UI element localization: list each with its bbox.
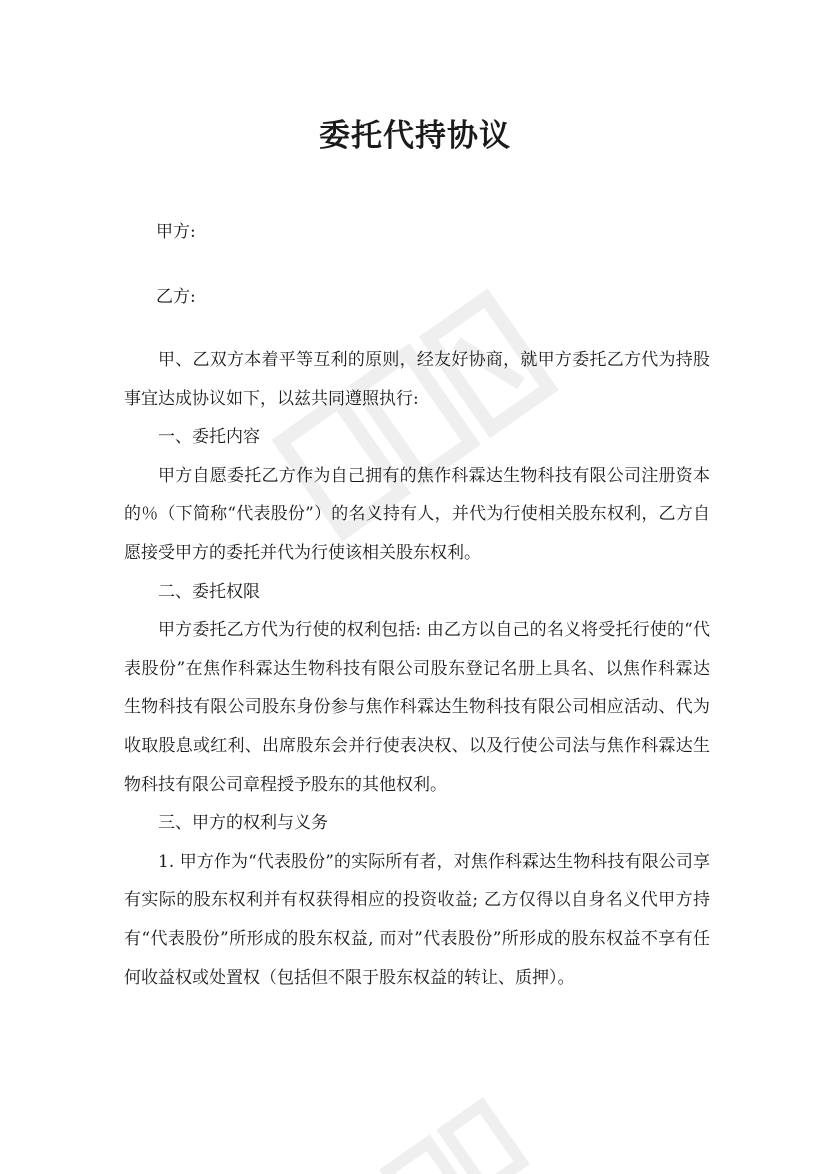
party-b-label: 乙方: xyxy=(156,287,196,307)
section-heading-2: 二、委托权限 xyxy=(158,581,260,602)
agreement-body xyxy=(124,341,710,997)
section-heading-3: 三、甲方的权利与义务 xyxy=(158,813,328,834)
intro-paragraph: 甲、乙双方本着平等互利的原则，经友好协商，就甲方委托乙方代为持股事宜达成协议如下，以兹共同遵照执行: xyxy=(124,350,710,409)
section-paragraph-3: 1. 甲方作为“代表股份”的实际所有者，对焦作科霖达生物科技有限公司享有实际的股东权利并有权获得相应的投资收益; 乙方仅得以自身名义代甲方持有“代表股份”所形成的股东权益, 而对”代表股份”所形成的股东权益不享有任何收益权或处置权（包括但不限于股东权益的转让、质押）。 xyxy=(124,851,710,988)
page-title: 委托代持协议 xyxy=(319,118,511,154)
section-heading-1: 一、委托内容 xyxy=(158,427,260,448)
section-paragraph-1: 甲方自愿委托乙方作为自己拥有的焦作科霖达生物科技有限公司注册资本的％（下简称“代表股份”）的名义持有人，并代为行使相关股东权利，乙方自愿接受甲方的委托并代为行使该相关股东权利。 xyxy=(124,465,710,563)
party-a-label: 甲方: xyxy=(156,222,196,242)
watermark-logo-bottom xyxy=(370,1060,570,1174)
section-paragraph-2: 甲方委托乙方代为行使的权利包括: 由乙方以自己的名义将受托行使的“代表股份”在焦作科霖达生物科技有限公司股东登记名册上具名、以焦作科霖达生物科技有限公司股东身份参与焦作科霖达生物科技有限公司相应活动、代为收取股息或红利、出席股东会并行使表决权、以及行使公司法与焦作科霖达生物科技有限公司章程授予股东的其他权利。 xyxy=(124,620,710,795)
